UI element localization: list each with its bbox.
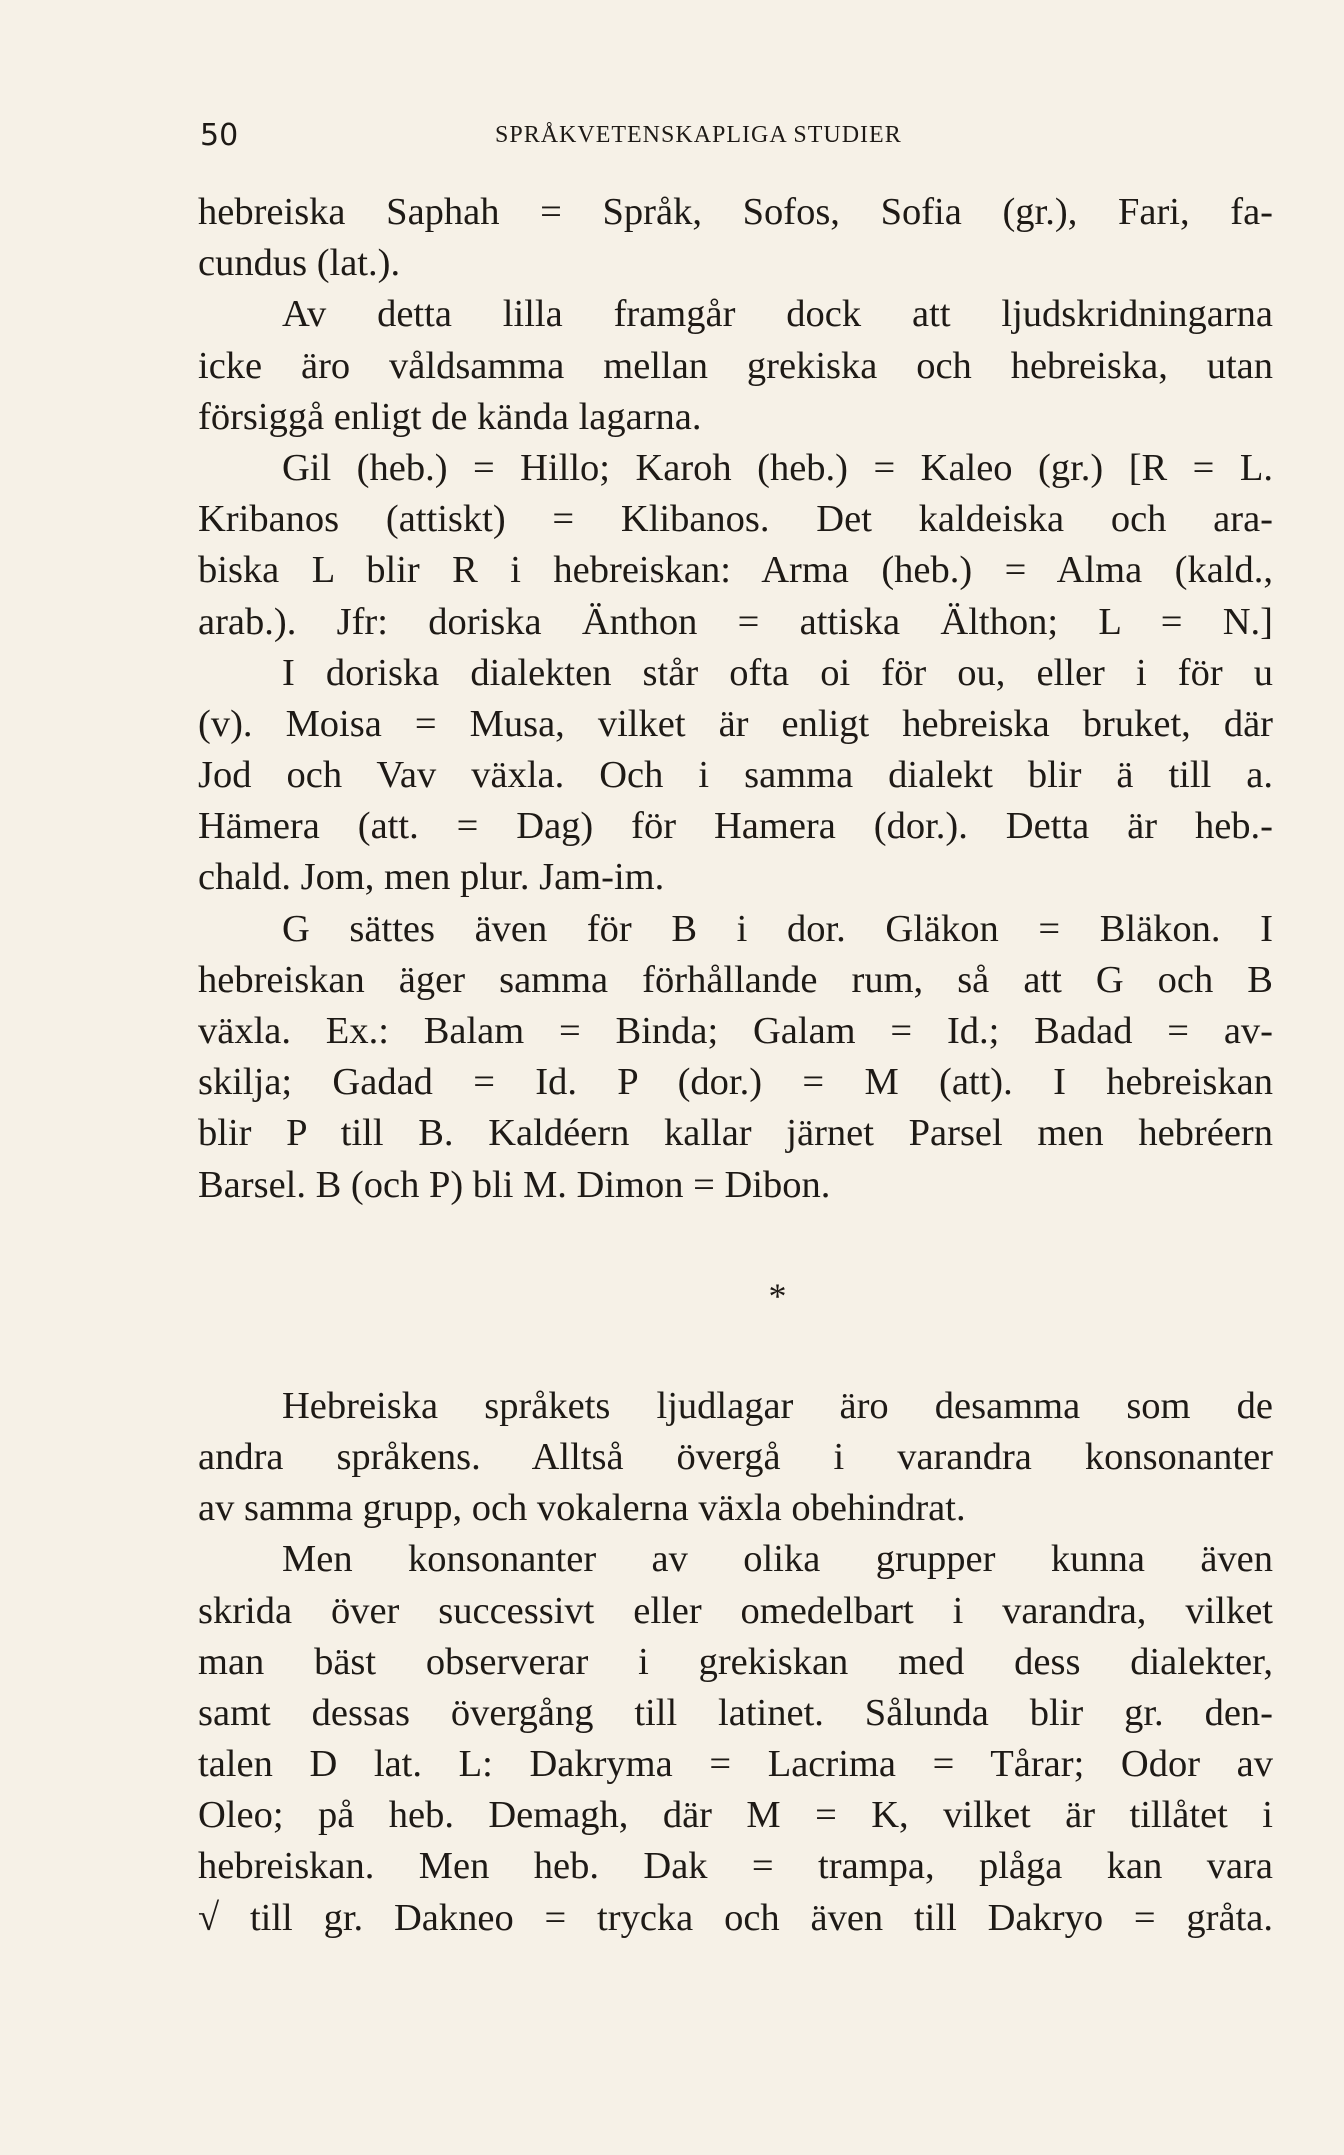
text-line: Jod och Vav växla. Och i samma dialekt blir ä till a.	[198, 754, 1273, 797]
text-line: Hämera (att. = Dag) för Hamera (dor.). Detta är heb.-	[198, 805, 1273, 848]
text-line: Oleo; på heb. Demagh, där M = K, vilket är tillåtet i	[198, 1794, 1273, 1837]
text-line: √ till gr. Dakneo = trycka och även till Dakryo = gråta.	[198, 1896, 1273, 1939]
text-line: Hebreiska språkets ljudlagar äro desamma som de	[282, 1384, 1273, 1427]
text-line: arab.). Jfr: doriska Änthon = attiska Älthon; L = N.]	[198, 600, 1273, 643]
text-line: hebreiskan. Men heb. Dak = trampa, plåga kan vara	[198, 1845, 1273, 1888]
text-line: försiggå enligt de kända lagarna.	[198, 395, 702, 438]
text-line: växla. Ex.: Balam = Binda; Galam = Id.; Badad = av-	[198, 1010, 1273, 1052]
text-line: chald. Jom, men plur. Jam-im.	[198, 856, 665, 899]
text-line: Kribanos (attiskt) = Klibanos. Det kaldeiska och ara-	[198, 498, 1273, 541]
running-head: SPRÅKVETENSKAPLIGA STUDIER	[495, 122, 902, 148]
section-separator: *	[768, 1275, 787, 1316]
text-line: G sättes även för B i dor. Gläkon = Bläkon. I	[282, 907, 1273, 950]
text-line: hebreiska Saphah = Språk, Sofos, Sofia (gr.), Fari, fa-	[198, 191, 1273, 233]
text-line: Barsel. B (och P) bli M. Dimon = Dibon.	[198, 1163, 831, 1206]
text-line: Gil (heb.) = Hillo; Karoh (heb.) = Kaleo (gr.) [R = L.	[282, 446, 1273, 489]
page-number: 50	[200, 118, 239, 153]
text-line: man bäst observerar i grekiskan med dess dialekter,	[198, 1640, 1273, 1683]
text-line: Av detta lilla framgår dock att ljudskridningarna	[282, 293, 1273, 336]
text-line: skrida över successivt eller omedelbart i varandra, vilket	[198, 1589, 1273, 1632]
text-line: andra språkens. Alltså övergå i varandra konsonanter	[198, 1435, 1273, 1478]
text-line: Men konsonanter av olika grupper kunna även	[282, 1538, 1273, 1581]
text-line: biska L blir R i hebreiskan: Arma (heb.) = Alma (kald.,	[198, 549, 1273, 592]
text-line: talen D lat. L: Dakryma = Lacrima = Tårar; Odor av	[198, 1743, 1273, 1786]
text-line: samt dessas övergång till latinet. Sålunda blir gr. den-	[198, 1691, 1273, 1734]
text-line: av samma grupp, och vokalerna växla obehindrat.	[198, 1487, 966, 1530]
text-line: skilja; Gadad = Id. P (dor.) = M (att). I hebreiskan	[198, 1061, 1273, 1104]
text-line: icke äro våldsamma mellan grekiska och hebreiska, utan	[198, 344, 1273, 387]
section-1	[198, 187, 1273, 1211]
page-header	[200, 118, 1270, 158]
text-line: (v). Moisa = Musa, vilket är enligt hebreiska bruket, där	[198, 702, 1273, 745]
body-text	[198, 187, 1273, 1944]
text-line: cundus (lat.).	[198, 242, 401, 285]
text-line: hebreiskan äger samma förhållande rum, så att G och B	[198, 958, 1273, 1001]
text-line: I doriska dialekten står ofta oi för ou, eller i för u	[282, 651, 1273, 694]
text-line: blir P till B. Kaldéern kallar järnet Parsel men hebréern	[198, 1112, 1273, 1155]
section-2	[198, 1381, 1273, 1944]
